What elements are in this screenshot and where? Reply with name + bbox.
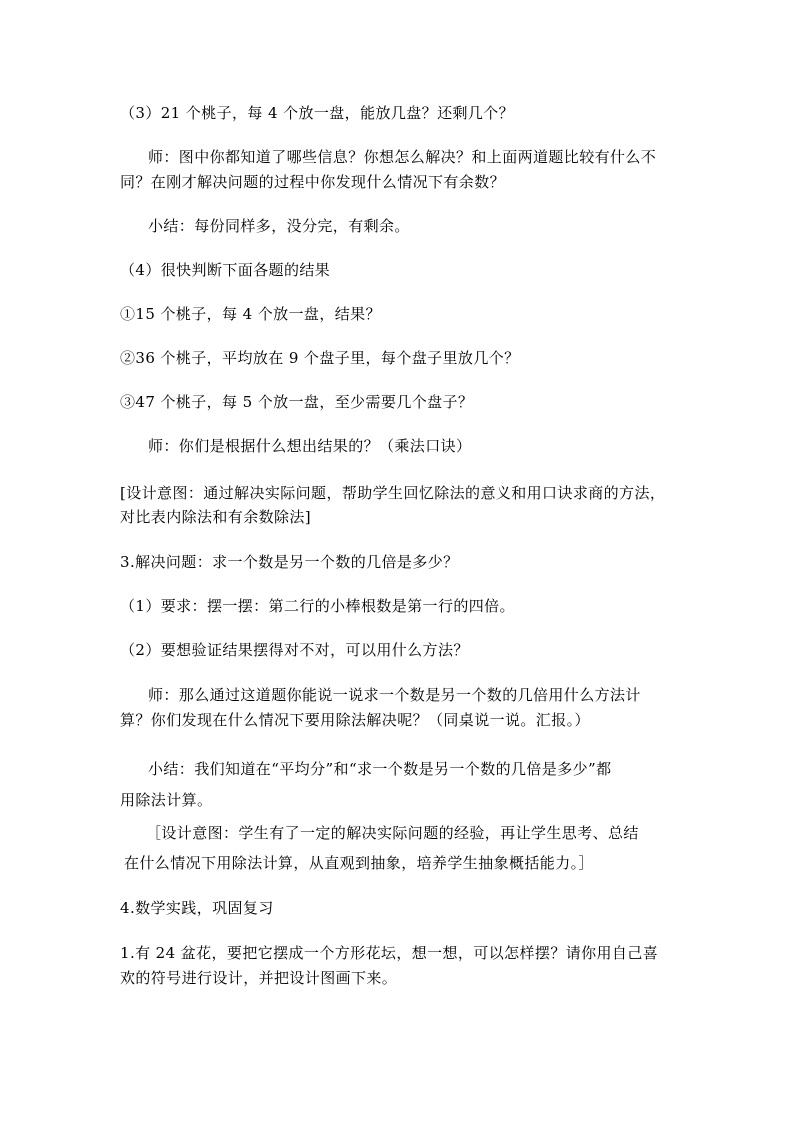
section-3-item-1: （1）要求：摆一摆：第二行的小棒根数是第一行的四倍。 [120,597,515,615]
summary-2-line-2: 用除法计算。 [120,791,213,809]
sub-question-1: ①15 个桃子，每 4 个放一盘，结果？ [120,305,381,323]
teacher-prompt-3-line-2: 算？你们发现在什么情况下要用除法解决呢？（同桌说一说。汇报。） [120,711,590,729]
summary-1: 小结：每份同样多，没分完，有剩余。 [148,217,410,235]
section-3-item-2: （2）要想验证结果摆得对不对，可以用什么方法？ [120,641,469,659]
teacher-prompt-3-line-1: 师：那么通过这道题你能说一说求一个数是另一个数的几倍用什么方法计 [148,686,641,704]
practice-1-line-1: 1.有 24 盆花，要把它摆成一个方形花坛，想一想，可以怎样摆？请你用自己喜 [120,944,659,962]
section-3-heading: 3.解决问题：求一个数是另一个数的几倍是多少？ [120,553,459,571]
teacher-prompt-1-line-2: 同？在刚才解决问题的过程中你发现什么情况下有余数？ [120,173,506,191]
design-intent-1-line-2: 对比表内除法和有余数除法] [120,508,312,526]
question-4: （4）很快判断下面各题的结果 [120,261,331,279]
question-3: （3）21 个桃子，每 4 个放一盘，能放几盘？还剩几个？ [120,104,515,122]
summary-2-line-1: 小结：我们知道在“平均分”和“求一个数是另一个数的几倍是多少”都 [148,760,612,778]
section-4-heading: 4.数学实践，巩固复习 [120,899,274,917]
design-intent-2-line-2: 在什么情况下用除法计算，从直观到抽象，培养学生抽象概括能力。］ [124,854,594,872]
sub-question-3: ③47 个桃子，每 5 个放一盘，至少需要几个盘子？ [120,393,474,411]
teacher-prompt-2: 师：你们是根据什么想出结果的？（乘法口诀） [148,437,472,455]
design-intent-1-line-1: [设计意图：通过解决实际问题，帮助学生回忆除法的意义和用口诀求商的方法， [120,484,666,502]
practice-1-line-2: 欢的符号进行设计，并把设计图画下来。 [120,969,398,987]
teacher-prompt-1-line-1: 师：图中你都知道了哪些信息？你想怎么解决？和上面两道题比较有什么不 [148,148,657,166]
sub-question-2: ②36 个桃子，平均放在 9 个盘子里，每个盘子里放几个？ [120,349,520,367]
design-intent-2-line-1: ［设计意图：学生有了一定的解决实际问题的经验，再让学生思考、总结 [146,824,639,842]
